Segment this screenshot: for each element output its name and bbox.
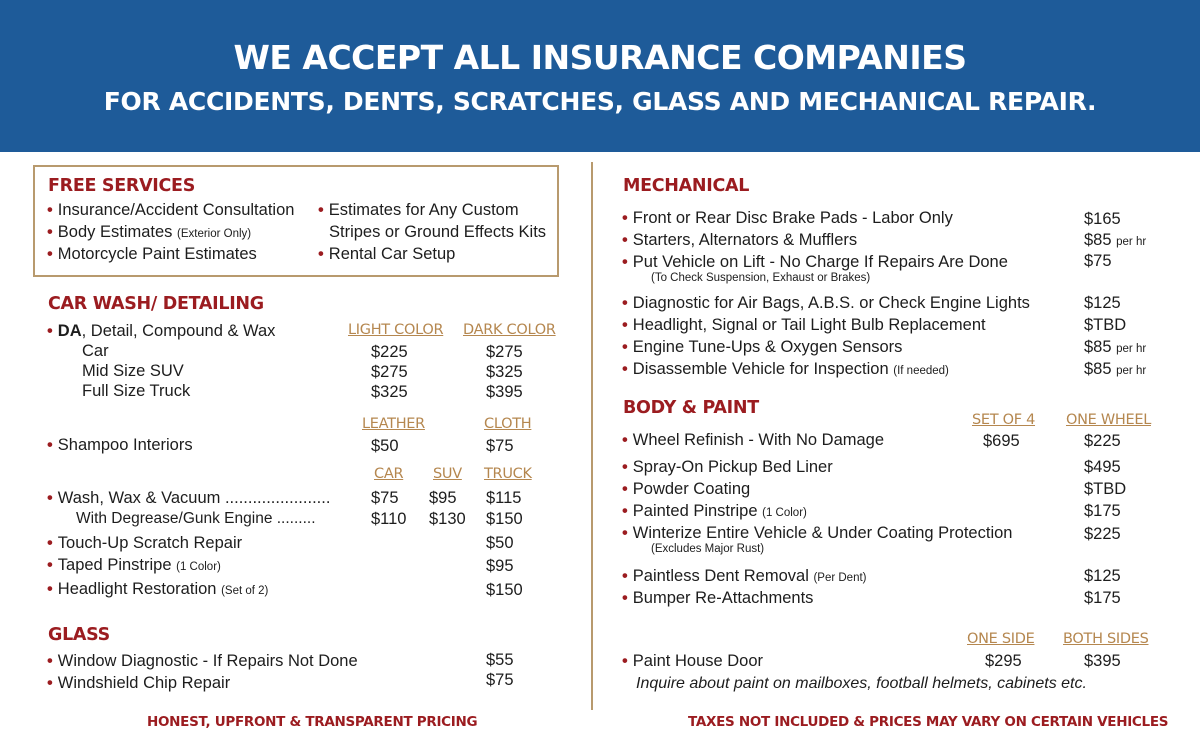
suv-column-header: SUV (433, 466, 462, 482)
cloth-column-header: CLOTH (484, 416, 532, 432)
body-paint-item: • Powder Coating (622, 480, 751, 498)
glass-price: $55 (486, 651, 514, 669)
mechanical-item: • Disassemble Vehicle for Inspection (If needed) (622, 360, 949, 378)
wash-service-item: • Wash, Wax & Vacuum ....................... (47, 489, 331, 507)
free-service-item: • Body Estimates (Exterior Only) (47, 223, 252, 241)
footer-left-tagline: HONEST, UPFRONT & TRANSPARENT PRICING (147, 714, 478, 730)
footer-right-disclaimer: TAXES NOT INCLUDED & PRICES MAY VARY ON CERTAIN VEHICLES (688, 714, 1169, 730)
free-service-item: • Insurance/Accident Consultation (47, 201, 295, 219)
truck-column-header: TRUCK (484, 466, 532, 482)
body-paint-item: • Wheel Refinish - With No Damage (622, 431, 885, 449)
shampoo-price-cloth: $75 (486, 437, 514, 455)
degrease-price-car: $110 (371, 510, 407, 528)
mechanical-item-note: (To Check Suspension, Exhaust or Brakes) (651, 272, 871, 284)
mechanical-heading: MECHANICAL (623, 176, 750, 196)
mechanical-price: $75 (1084, 252, 1112, 270)
body-paint-item: • Bumper Re-Attachments (622, 589, 814, 607)
glass-heading: GLASS (48, 625, 110, 645)
body-paint-price: $225 (1084, 525, 1121, 543)
both-sides-column-header: BOTH SIDES (1063, 631, 1149, 647)
wash-price-truck: $115 (486, 489, 522, 507)
shampoo-price-leather: $50 (371, 437, 399, 455)
mechanical-item: • Diagnostic for Air Bags, A.B.S. or Check Engine Lights (622, 294, 1030, 312)
body-paint-price: $125 (1084, 567, 1121, 585)
header-banner (0, 0, 1200, 152)
degrease-sub-item: With Degrease/Gunk Engine ......... (76, 510, 316, 527)
detail-price-dark: $325 (486, 363, 523, 381)
body-paint-item: • Painted Pinstripe (1 Color) (622, 502, 807, 520)
body-paint-price: $TBD (1084, 480, 1127, 498)
dark-color-column-header: DARK COLOR (463, 322, 556, 338)
shampoo-service-item: • Shampoo Interiors (47, 436, 193, 454)
set-of-4-column-header: SET OF 4 (972, 412, 1036, 428)
body-paint-item-note: (Excludes Major Rust) (651, 543, 765, 555)
wheel-price-set: $695 (983, 432, 1020, 450)
wheel-price-one: $225 (1084, 432, 1121, 450)
column-divider (591, 162, 593, 710)
leather-column-header: LEATHER (362, 416, 425, 432)
detail-row-label: Full Size Truck (82, 382, 191, 400)
car-column-header: CAR (374, 466, 404, 482)
mechanical-price: $TBD (1084, 316, 1127, 334)
free-service-item: • Rental Car Setup (318, 245, 456, 263)
wash-price-car: $75 (371, 489, 399, 507)
body-paint-price: $175 (1084, 502, 1121, 520)
body-paint-price: $175 (1084, 589, 1121, 607)
free-service-item: • Estimates for Any Custom (318, 201, 519, 219)
detail-price-dark: $395 (486, 383, 523, 401)
free-service-item-continued: Stripes or Ground Effects Kits (329, 223, 547, 241)
car-wash-heading: CAR WASH/ DETAILING (48, 294, 264, 314)
detail-price-dark: $275 (486, 343, 523, 361)
inquire-note: Inquire about paint on mailboxes, football helmets, cabinets etc. (636, 675, 1087, 692)
mechanical-item: • Front or Rear Disc Brake Pads - Labor Only (622, 209, 953, 227)
detail-extra-item: • Taped Pinstripe (1 Color) (47, 556, 221, 574)
detail-extra-price: $50 (486, 534, 514, 552)
detail-row-label: Mid Size SUV (82, 362, 184, 380)
door-price-one-side: $295 (985, 652, 1022, 670)
detail-extra-price: $150 (486, 581, 523, 599)
degrease-price-suv: $130 (429, 510, 466, 528)
detail-price-light: $275 (371, 363, 408, 381)
body-paint-item: • Paintless Dent Removal (Per Dent) (622, 567, 867, 585)
detail-price-light: $225 (371, 343, 408, 361)
banner-subtitle: FOR ACCIDENTS, DENTS, SCRATCHES, GLASS AND MECHANICAL REPAIR. (103, 87, 1097, 116)
detail-extra-price: $95 (486, 557, 514, 575)
mechanical-item: • Engine Tune-Ups & Oxygen Sensors (622, 338, 903, 356)
light-color-column-header: LIGHT COLOR (348, 322, 444, 338)
detail-row-label: Car (82, 342, 109, 360)
detail-service-item: • DA, Detail, Compound & Wax (47, 322, 276, 340)
degrease-price-truck: $150 (486, 510, 523, 528)
body-paint-item: • Paint House Door (622, 652, 764, 670)
glass-item: • Windshield Chip Repair (47, 674, 231, 692)
glass-item: • Window Diagnostic - If Repairs Not Done (47, 652, 358, 670)
one-wheel-column-header: ONE WHEEL (1066, 412, 1151, 428)
mechanical-item: • Starters, Alternators & Mufflers (622, 231, 858, 249)
mechanical-item: • Headlight, Signal or Tail Light Bulb Replacement (622, 316, 986, 334)
body-paint-heading: BODY & PAINT (623, 398, 759, 418)
one-side-column-header: ONE SIDE (967, 631, 1035, 647)
body-paint-item: • Spray-On Pickup Bed Liner (622, 458, 833, 476)
free-service-item: • Motorcycle Paint Estimates (47, 245, 257, 263)
wash-price-suv: $95 (429, 489, 457, 507)
mechanical-price: $85 per hr (1084, 338, 1147, 356)
body-paint-price: $495 (1084, 458, 1121, 476)
free-services-heading: FREE SERVICES (48, 176, 196, 196)
door-price-both-sides: $395 (1084, 652, 1121, 670)
detail-price-light: $325 (371, 383, 408, 401)
mechanical-price: $85 per hr (1084, 360, 1147, 378)
mechanical-item: • Put Vehicle on Lift - No Charge If Repairs Are Done (622, 253, 1008, 271)
detail-extra-item: • Headlight Restoration (Set of 2) (47, 580, 269, 598)
glass-price: $75 (486, 671, 514, 689)
mechanical-price: $85 per hr (1084, 231, 1147, 249)
body-paint-item: • Winterize Entire Vehicle & Under Coating Protection (622, 524, 1013, 542)
detail-extra-item: • Touch-Up Scratch Repair (47, 534, 243, 552)
mechanical-price: $165 (1084, 210, 1121, 228)
mechanical-price: $125 (1084, 294, 1121, 312)
banner-title: WE ACCEPT ALL INSURANCE COMPANIES (233, 38, 967, 77)
